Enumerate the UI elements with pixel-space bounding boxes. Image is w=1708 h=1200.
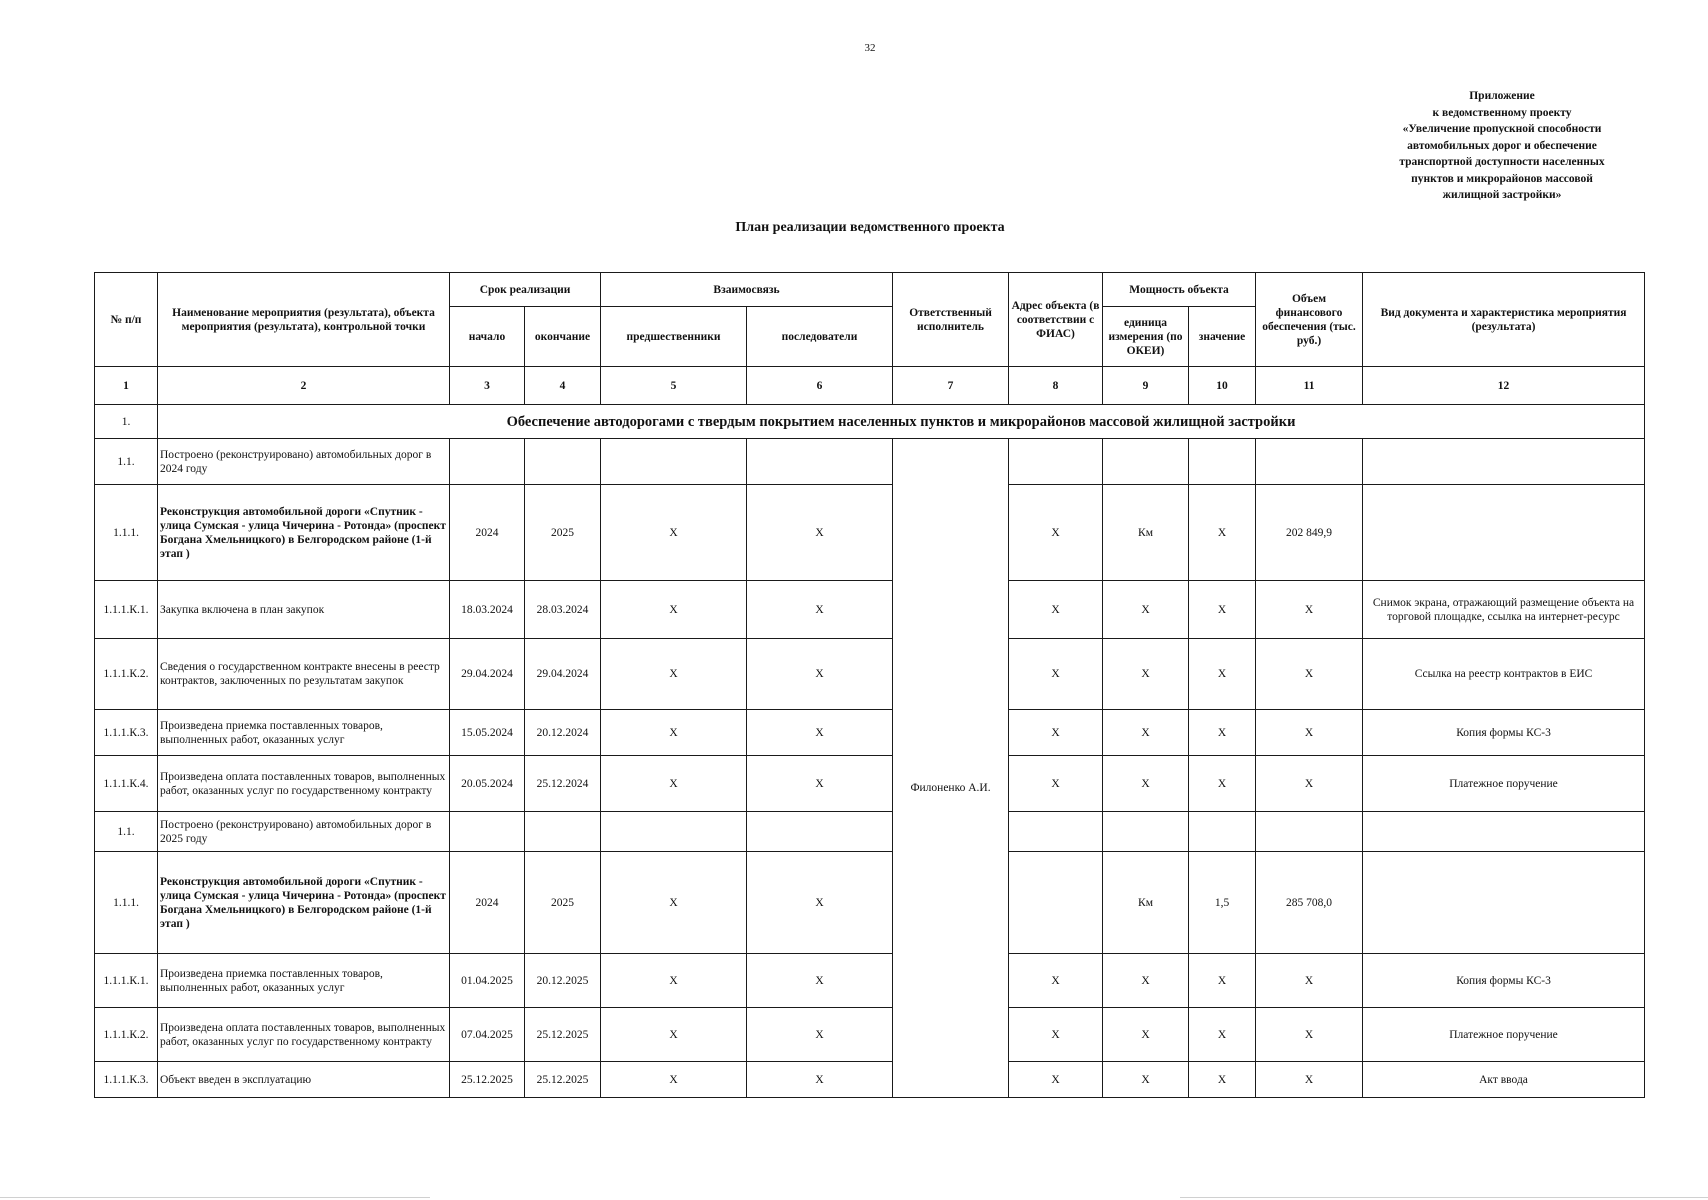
document-title: План реализации ведомственного проекта <box>735 220 1005 235</box>
row-start-date: 07.04.2025 <box>450 1008 525 1062</box>
row-start-date: 01.04.2025 <box>450 954 525 1008</box>
row-name: Произведена оплата поставленных товаров, выполненных работ, оказанных услуг по государственному контракту <box>158 756 450 812</box>
row-value: Х <box>1189 581 1256 639</box>
row-unit: Км <box>1103 485 1189 581</box>
row-start-date: 18.03.2024 <box>450 581 525 639</box>
row-value: Х <box>1189 710 1256 756</box>
row-value: Х <box>1189 756 1256 812</box>
header-num: № п/п <box>95 273 158 367</box>
row-end-date: 2025 <box>525 485 601 581</box>
row-unit <box>1103 439 1189 485</box>
row-name: Произведена оплата поставленных товаров, выполненных работ, оказанных услуг по государственному контракту <box>158 1008 450 1062</box>
row-end-date <box>525 439 601 485</box>
row-successors <box>747 439 893 485</box>
row-document: Копия формы КС-3 <box>1363 710 1645 756</box>
row-number: 1.1.1.К.3. <box>95 1062 158 1098</box>
header-end: окончание <box>525 307 601 367</box>
row-name: Построено (реконструировано) автомобильных дорог в 2025 году <box>158 812 450 852</box>
row-end-date: 20.12.2025 <box>525 954 601 1008</box>
row-finance <box>1256 439 1363 485</box>
row-address: Х <box>1009 756 1103 812</box>
row-address <box>1009 439 1103 485</box>
header-row-top <box>95 273 1645 307</box>
row-predecessors <box>601 439 747 485</box>
row-start-date: 20.05.2024 <box>450 756 525 812</box>
section-title: Обеспечение автодорогами с твердым покрытием населенных пунктов и микрорайонов массовой жилищной застройки <box>158 405 1645 439</box>
column-number: 6 <box>747 367 893 405</box>
row-successors: Х <box>747 852 893 954</box>
appendix-line: к ведомственному проекту <box>1432 106 1572 119</box>
row-unit: Х <box>1103 1008 1189 1062</box>
row-value <box>1189 439 1256 485</box>
row-predecessors: Х <box>601 852 747 954</box>
row-document: Платежное поручение <box>1363 1008 1645 1062</box>
row-finance: 285 708,0 <box>1256 852 1363 954</box>
section-row <box>95 405 1645 439</box>
row-address <box>1009 852 1103 954</box>
header-link: Взаимосвязь <box>601 273 893 307</box>
row-finance: Х <box>1256 1062 1363 1098</box>
row-name: Реконструкция автомобильной дороги «Спутник - улица Сумская - улица Чичерина - Ротонда» (проспект Богдана Хмельницкого) в Белгородском районе (1-й этап ) <box>158 852 450 954</box>
row-value: Х <box>1189 485 1256 581</box>
row-successors: Х <box>747 954 893 1008</box>
header-unit: единица измерения (по ОКЕИ) <box>1103 307 1189 367</box>
appendix-note <box>1382 88 1622 204</box>
header-capacity: Мощность объекта <box>1103 273 1256 307</box>
responsible-cell: Филоненко А.И. <box>893 439 1009 1098</box>
header-term: Срок реализации <box>450 273 601 307</box>
header-document: Вид документа и характеристика мероприятия (результата) <box>1363 273 1645 367</box>
column-number: 8 <box>1009 367 1103 405</box>
table-row <box>95 954 1645 1008</box>
row-predecessors <box>601 812 747 852</box>
row-address: Х <box>1009 1008 1103 1062</box>
column-number: 5 <box>601 367 747 405</box>
row-unit: Х <box>1103 581 1189 639</box>
row-number: 1.1. <box>95 812 158 852</box>
appendix-line: Приложение <box>1469 90 1535 102</box>
table-row <box>95 581 1645 639</box>
row-end-date: 2025 <box>525 852 601 954</box>
row-finance: 202 849,9 <box>1256 485 1363 581</box>
row-predecessors: Х <box>601 1062 747 1098</box>
header-predecessors: предшественники <box>601 307 747 367</box>
row-end-date: 20.12.2024 <box>525 710 601 756</box>
row-name: Произведена приемка поставленных товаров, выполненных работ, оказанных услуг <box>158 710 450 756</box>
appendix-line: транспортной доступности населенных <box>1399 156 1605 168</box>
row-end-date: 28.03.2024 <box>525 581 601 639</box>
row-value: 1,5 <box>1189 852 1256 954</box>
row-finance: Х <box>1256 954 1363 1008</box>
row-document <box>1363 852 1645 954</box>
table-row <box>95 485 1645 581</box>
row-document <box>1363 812 1645 852</box>
row-address: Х <box>1009 710 1103 756</box>
table-row <box>95 756 1645 812</box>
row-successors: Х <box>747 581 893 639</box>
table-row <box>95 439 1645 485</box>
row-end-date <box>525 812 601 852</box>
row-number: 1.1.1.К.3. <box>95 710 158 756</box>
row-unit: Х <box>1103 710 1189 756</box>
appendix-line: пунктов и микрорайонов массовой <box>1411 172 1593 185</box>
row-name: Построено (реконструировано) автомобильных дорог в 2024 году <box>158 439 450 485</box>
row-predecessors: Х <box>601 954 747 1008</box>
row-unit: Х <box>1103 756 1189 812</box>
row-successors: Х <box>747 1008 893 1062</box>
row-address <box>1009 812 1103 852</box>
row-number: 1.1.1.К.4. <box>95 756 158 812</box>
row-value <box>1189 812 1256 852</box>
row-number: 1.1.1. <box>95 852 158 954</box>
row-successors: Х <box>747 485 893 581</box>
section-number: 1. <box>95 405 158 439</box>
row-predecessors: Х <box>601 485 747 581</box>
row-successors: Х <box>747 756 893 812</box>
row-successors: Х <box>747 710 893 756</box>
row-end-date: 29.04.2024 <box>525 639 601 710</box>
row-unit: Км <box>1103 852 1189 954</box>
row-document: Снимок экрана, отражающий размещение объекта на торговой площадке, ссылка на интернет-ресурс <box>1363 581 1645 639</box>
column-number: 1 <box>95 367 158 405</box>
row-start-date: 2024 <box>450 485 525 581</box>
row-successors: Х <box>747 639 893 710</box>
row-address: Х <box>1009 1062 1103 1098</box>
row-address: Х <box>1009 954 1103 1008</box>
row-finance: Х <box>1256 710 1363 756</box>
row-end-date: 25.12.2025 <box>525 1008 601 1062</box>
row-predecessors: Х <box>601 710 747 756</box>
row-number: 1.1. <box>95 439 158 485</box>
header-successors: последователи <box>747 307 893 367</box>
row-value: Х <box>1189 1008 1256 1062</box>
row-name: Произведена приемка поставленных товаров, выполненных работ, оказанных услуг <box>158 954 450 1008</box>
row-start-date <box>450 439 525 485</box>
row-finance: Х <box>1256 1008 1363 1062</box>
row-name: Реконструкция автомобильной дороги «Спутник - улица Сумская - улица Чичерина - Ротонда» (проспект Богдана Хмельницкого) в Белгородском районе (1-й этап ) <box>158 485 450 581</box>
row-number: 1.1.1. <box>95 485 158 581</box>
header-name: Наименование мероприятия (результата), объекта мероприятия (результата), контрольной точки <box>158 273 450 367</box>
row-start-date: 15.05.2024 <box>450 710 525 756</box>
column-number: 3 <box>450 367 525 405</box>
header-value: значение <box>1189 307 1256 367</box>
header-start: начало <box>450 307 525 367</box>
row-name: Объект введен в эксплуатацию <box>158 1062 450 1098</box>
column-number: 2 <box>158 367 450 405</box>
table-row <box>95 639 1645 710</box>
row-unit: Х <box>1103 1062 1189 1098</box>
header-responsible: Ответственный исполнитель <box>893 273 1009 367</box>
row-address: Х <box>1009 639 1103 710</box>
row-document: Акт ввода <box>1363 1062 1645 1098</box>
row-name: Закупка включена в план закупок <box>158 581 450 639</box>
column-number: 4 <box>525 367 601 405</box>
table-row <box>95 1008 1645 1062</box>
row-predecessors: Х <box>601 639 747 710</box>
column-number: 12 <box>1363 367 1645 405</box>
row-address: Х <box>1009 581 1103 639</box>
row-number: 1.1.1.К.1. <box>95 581 158 639</box>
rows-body <box>95 439 1645 1098</box>
row-document <box>1363 485 1645 581</box>
column-number: 10 <box>1189 367 1256 405</box>
row-value: Х <box>1189 639 1256 710</box>
row-unit: Х <box>1103 954 1189 1008</box>
column-number: 11 <box>1256 367 1363 405</box>
row-finance <box>1256 812 1363 852</box>
row-number: 1.1.1.К.1. <box>95 954 158 1008</box>
row-document: Копия формы КС-3 <box>1363 954 1645 1008</box>
table-row <box>95 710 1645 756</box>
header-finance: Объем финансового обеспечения (тыс. руб.) <box>1256 273 1363 367</box>
column-numbers-row <box>95 367 1645 405</box>
table-row <box>95 1062 1645 1098</box>
scan-edge-line <box>0 1197 430 1198</box>
row-number: 1.1.1.К.2. <box>95 1008 158 1062</box>
row-start-date: 25.12.2025 <box>450 1062 525 1098</box>
row-start-date <box>450 812 525 852</box>
appendix-line: автомобильных дорог и обеспечение <box>1407 139 1597 152</box>
row-document: Ссылка на реестр контрактов в ЕИС <box>1363 639 1645 710</box>
row-successors: Х <box>747 1062 893 1098</box>
row-document: Платежное поручение <box>1363 756 1645 812</box>
appendix-line: жилищной застройки» <box>1442 189 1562 201</box>
row-value: Х <box>1189 954 1256 1008</box>
row-start-date: 2024 <box>450 852 525 954</box>
row-address: Х <box>1009 485 1103 581</box>
appendix-line: «Увеличение пропускной способности <box>1402 123 1602 135</box>
row-start-date: 29.04.2024 <box>450 639 525 710</box>
column-number: 9 <box>1103 367 1189 405</box>
row-end-date: 25.12.2025 <box>525 1062 601 1098</box>
row-value: Х <box>1189 1062 1256 1098</box>
row-successors <box>747 812 893 852</box>
row-end-date: 25.12.2024 <box>525 756 601 812</box>
column-number: 7 <box>893 367 1009 405</box>
table-row <box>95 852 1645 954</box>
row-predecessors: Х <box>601 756 747 812</box>
scan-edge-line <box>1180 1197 1708 1198</box>
row-name: Сведения о государственном контракте внесены в реестр контрактов, заключенных по результатам закупок <box>158 639 450 710</box>
row-unit <box>1103 812 1189 852</box>
row-document <box>1363 439 1645 485</box>
row-unit: Х <box>1103 639 1189 710</box>
row-finance: Х <box>1256 639 1363 710</box>
page-number: 32 <box>864 42 876 54</box>
plan-table <box>94 272 1645 1098</box>
row-number: 1.1.1.К.2. <box>95 639 158 710</box>
table-row <box>95 812 1645 852</box>
row-finance: Х <box>1256 756 1363 812</box>
header-address: Адрес объекта (в соответствии с ФИАС) <box>1009 273 1103 367</box>
row-predecessors: Х <box>601 581 747 639</box>
row-predecessors: Х <box>601 1008 747 1062</box>
row-finance: Х <box>1256 581 1363 639</box>
